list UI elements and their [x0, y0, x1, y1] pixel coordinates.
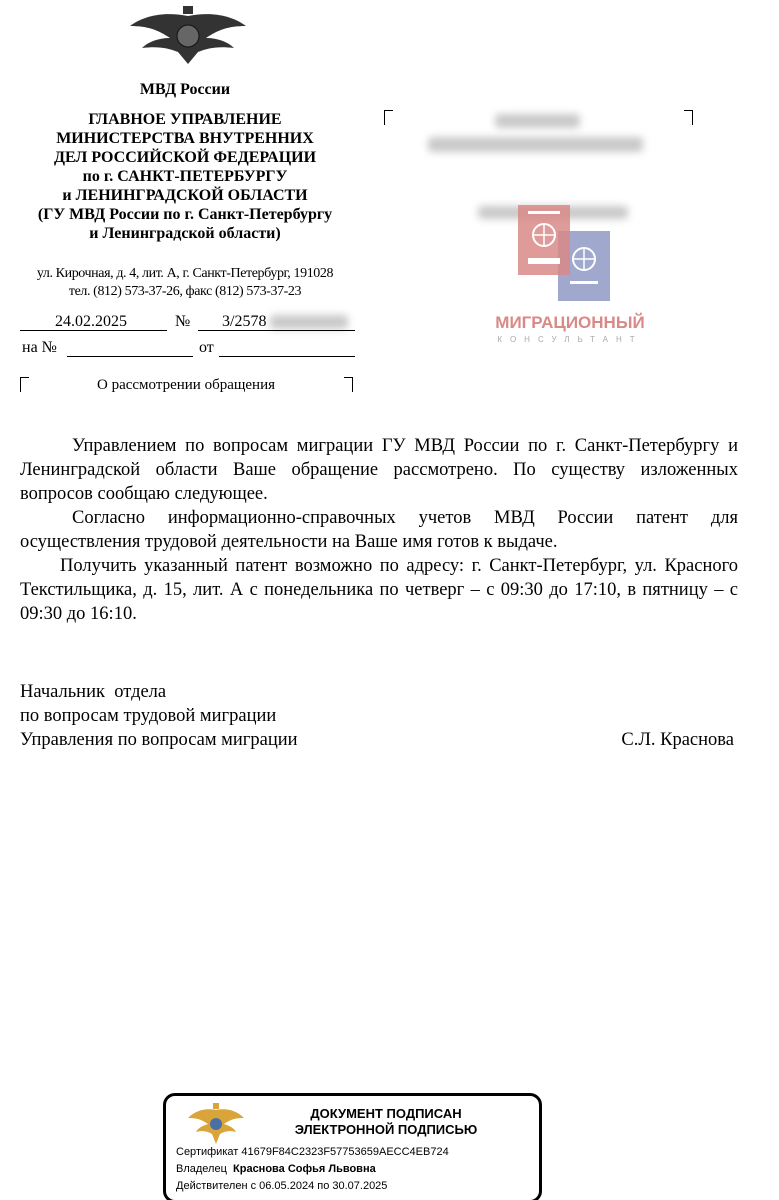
signer-position: Управления по вопросам миграции: [20, 730, 298, 750]
org-line: МИНИСТЕРСТВА ВНУТРЕННИХ: [56, 130, 314, 147]
stamp-title-line: ДОКУМЕНТ ПОДПИСАН: [310, 1106, 462, 1121]
recipient-bracket-left: [384, 110, 393, 125]
organization-name: [10, 110, 360, 243]
owner-name: Краснова Софья Львовна: [233, 1163, 376, 1175]
owner-line: [176, 1163, 376, 1175]
org-line: ГЛАВНОЕ УПРАВЛЕНИЕ: [88, 111, 282, 128]
from-underline: [219, 356, 355, 357]
number-underline: [198, 330, 355, 331]
redacted-recipient-surname: [495, 114, 580, 128]
redacted-recipient-name: [428, 137, 643, 152]
validity-line: Действителен с 06.05.2024 по 30.07.2025: [176, 1180, 388, 1192]
letter-body: [20, 434, 738, 626]
address: ул. Кирочная, д. 4, лит. А, г. Санкт-Петербург, 191028: [36, 266, 334, 281]
org-line: и ЛЕНИНГРАДСКОЙ ОБЛАСТИ: [62, 187, 308, 204]
ref-label: на №: [22, 339, 57, 356]
watermark: [480, 205, 660, 350]
letter-date: 24.02.2025: [55, 313, 127, 330]
date-underline: [20, 330, 167, 331]
paragraph: Управлением по вопросам миграции ГУ МВД России по г. Санкт-Петербургу и Ленинградской области Ваше обращение рассмотрено. По существу изложенных вопросов сообщаю следующее.: [20, 436, 738, 504]
subject: О рассмотрении обращения: [96, 377, 276, 393]
cert-label: Сертификат: [176, 1146, 239, 1158]
paragraph: Согласно информационно-справочных учетов МВД России патент для осуществления трудовой деятельности на Ваше имя готов к выдаче.: [20, 508, 738, 552]
org-line: и Ленинградской области): [89, 225, 281, 242]
phone: тел. (812) 573-37-26, факс (812) 573-37-23: [68, 284, 302, 299]
agency-short: МВД России: [139, 81, 231, 98]
signer-position: Начальник отдела: [20, 682, 167, 702]
owner-label: Владелец: [176, 1163, 227, 1175]
number-sign: №: [175, 313, 191, 330]
ref-underline: [67, 356, 193, 357]
redacted-number: [270, 315, 348, 329]
passports-icon: [518, 205, 618, 305]
org-line: (ГУ МВД России по г. Санкт-Петербургу: [37, 206, 333, 223]
from-label: от: [199, 339, 214, 356]
signature-block: [20, 680, 734, 752]
stamp-title: [256, 1106, 516, 1138]
cert-number: 41679F84C2323F57753659AECC4EB724: [241, 1146, 449, 1158]
address-block: [10, 265, 360, 301]
stamp-title-line: ЭЛЕКТРОННОЙ ПОДПИСЬЮ: [294, 1122, 478, 1137]
eagle-emblem-icon: [128, 4, 248, 70]
letter-number: 3/2578: [222, 313, 267, 330]
electronic-signature-stamp: [163, 1093, 542, 1200]
watermark-subtitle: КОНСУЛЬТАНТ: [497, 335, 643, 344]
org-line: ДЕЛ РОССИЙСКОЙ ФЕДЕРАЦИИ: [53, 149, 317, 166]
certificate-line: [176, 1146, 449, 1158]
signer-position: по вопросам трудовой миграции: [20, 706, 277, 726]
recipient-bracket-right: [684, 110, 693, 125]
signer-name: С.Л. Краснова: [621, 730, 734, 750]
org-line: по г. САНКТ-ПЕТЕРБУРГУ: [82, 168, 288, 185]
watermark-title: МИГРАЦИОННЫЙ: [495, 313, 645, 332]
paragraph: Получить указанный патент возможно по адресу: г. Санкт-Петербург, ул. Красного Текстильщика, д. 15, лит. А с понедельника по четверг – с 09:30 до 17:10, в пятницу – с 09:30 до 16:10.: [20, 556, 738, 624]
eagle-emblem-icon: [188, 1102, 244, 1148]
